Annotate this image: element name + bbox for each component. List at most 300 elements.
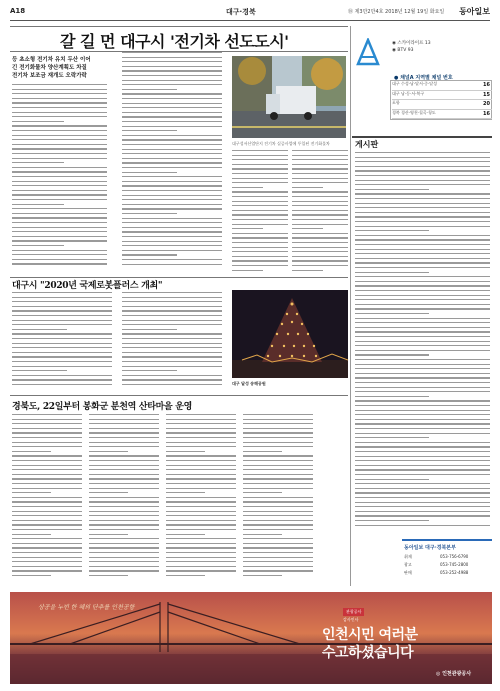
text-line [355, 170, 490, 171]
text-line [166, 432, 236, 433]
text-line [122, 208, 222, 209]
text-line [89, 538, 159, 539]
text-line [166, 460, 236, 461]
text-line [355, 511, 490, 512]
text-line [166, 478, 236, 479]
text-line [166, 566, 236, 567]
text-line [12, 347, 112, 348]
channel-btv: ◉ BTV 93 [392, 48, 414, 53]
text-line [89, 566, 159, 567]
text-line [232, 155, 288, 156]
text-line [166, 547, 236, 548]
text-line [166, 414, 236, 415]
text-line [122, 162, 222, 163]
text-line [89, 547, 159, 548]
text-line [355, 345, 490, 346]
text-line [243, 497, 313, 498]
text-line [243, 478, 313, 479]
text-line [122, 292, 222, 293]
text-line [355, 354, 429, 355]
text-line [89, 524, 159, 525]
text-line [89, 474, 159, 475]
text-line [12, 428, 82, 429]
sub-headline-line: 전기차 보조금 재개도 오락가락 [12, 73, 87, 79]
text-line [12, 432, 82, 433]
text-line [122, 231, 222, 232]
text-line [166, 451, 205, 452]
text-line [166, 534, 205, 535]
text-line [355, 262, 490, 263]
text-line [122, 52, 222, 53]
text-line [243, 538, 313, 539]
ad-badge: 관광공사 [343, 608, 364, 616]
text-line [232, 210, 288, 211]
text-line [355, 433, 490, 434]
text-line [232, 168, 288, 169]
text-line [12, 194, 107, 195]
text-line [292, 224, 348, 225]
text-line [12, 338, 112, 339]
text-line [12, 320, 112, 321]
headline-top-rule [10, 26, 348, 27]
text-line [355, 456, 490, 457]
text-line [355, 377, 490, 378]
text-line [243, 414, 313, 415]
text-line [12, 552, 82, 553]
text-line [232, 265, 288, 266]
text-line [232, 214, 288, 215]
ad-line-2: 수고하셨습니다 [322, 645, 414, 661]
text-line [166, 501, 236, 502]
text-line [355, 152, 490, 153]
channel-row [392, 100, 492, 110]
article2-headline: 대구시 "2020년 국제로봇플러스 개최" [12, 281, 163, 291]
channel-row-number: 20 [483, 101, 490, 107]
text-line [292, 196, 348, 197]
text-line [355, 281, 490, 282]
text-line [12, 158, 107, 159]
text-line [12, 135, 107, 136]
text-line [166, 529, 236, 530]
text-line [355, 249, 490, 250]
text-line [122, 121, 222, 122]
column-divider [350, 26, 351, 586]
text-line [292, 164, 348, 165]
text-line [122, 213, 177, 214]
text-line [292, 237, 348, 238]
text-line [355, 474, 490, 475]
text-line [355, 304, 490, 305]
text-line [355, 295, 490, 296]
text-line [243, 557, 313, 558]
text-line [166, 570, 236, 571]
sub-headline [12, 56, 108, 80]
text-line [355, 465, 490, 466]
text-line [122, 84, 222, 85]
text-line [89, 446, 159, 447]
text-line [355, 318, 490, 319]
text-line [355, 203, 490, 204]
text-line [12, 107, 107, 108]
text-line [243, 561, 313, 562]
text-line [122, 130, 177, 131]
text-line [355, 198, 490, 199]
text-line [243, 520, 313, 521]
text-line [12, 199, 107, 200]
text-line [355, 359, 490, 360]
text-line [232, 164, 288, 165]
text-line [166, 515, 236, 516]
text-line [232, 242, 288, 243]
text-line [243, 552, 313, 553]
text-line [243, 437, 313, 438]
newspaper-brand: 동아일보 [459, 6, 490, 16]
text-line [12, 474, 82, 475]
text-line [89, 534, 128, 535]
text-line [232, 159, 288, 160]
text-line [89, 511, 159, 512]
text-line [122, 167, 222, 168]
text-line [292, 173, 348, 174]
text-line [166, 428, 236, 429]
text-line [355, 350, 490, 351]
text-line [89, 428, 159, 429]
text-line [12, 190, 107, 191]
text-line [12, 130, 107, 131]
text-line [12, 89, 107, 90]
text-line [166, 492, 205, 493]
channel-row [392, 91, 492, 101]
text-line [243, 451, 282, 452]
text-line [12, 497, 82, 498]
text-line [292, 214, 348, 215]
text-line [122, 366, 222, 367]
text-line [12, 557, 82, 558]
text-line [12, 245, 64, 246]
channel-row-label: 대구 수성·남·달서·중·달성 [392, 81, 437, 86]
text-line [243, 460, 313, 461]
text-line [12, 356, 112, 357]
text-line [122, 116, 222, 117]
text-line [89, 557, 159, 558]
text-line [12, 121, 64, 122]
text-line [292, 201, 348, 202]
text-line [232, 228, 263, 229]
text-line [12, 167, 107, 168]
channel-table-title: ● 채널A 지역별 채널 번호 [394, 75, 453, 81]
text-line [355, 525, 490, 526]
text-line [12, 437, 82, 438]
text-line [12, 469, 82, 470]
text-line [243, 534, 282, 535]
text-line [12, 478, 82, 479]
text-line [166, 575, 205, 576]
text-line [355, 308, 490, 309]
text-line [232, 256, 288, 257]
channel-a-logo [356, 38, 380, 68]
text-line [166, 419, 236, 420]
text-line [122, 356, 222, 357]
text-line [292, 251, 348, 252]
text-line [355, 492, 490, 493]
text-line [355, 488, 490, 489]
text-line [12, 153, 107, 154]
text-line [12, 301, 112, 302]
text-line [243, 529, 313, 530]
text-line [12, 419, 82, 420]
text-line [355, 258, 490, 259]
text-line [12, 139, 107, 140]
text-line [166, 446, 236, 447]
text-line [89, 465, 159, 466]
text-line [355, 368, 490, 369]
text-line [292, 205, 348, 206]
text-line [122, 236, 222, 237]
text-line [122, 139, 222, 140]
text-line [355, 285, 490, 286]
text-line [122, 190, 222, 191]
text-line [12, 561, 82, 562]
text-line [355, 212, 490, 213]
text-line [243, 432, 313, 433]
text-line [122, 126, 222, 127]
text-line [122, 250, 222, 251]
text-line [355, 419, 490, 420]
text-line [243, 488, 313, 489]
text-line [355, 506, 490, 507]
text-line [355, 442, 490, 443]
channel-row-label: 경북 경산·영천·칠곡·청도 [392, 109, 436, 115]
text-line [89, 501, 159, 502]
text-line [122, 195, 222, 196]
text-line [122, 259, 222, 260]
text-line [12, 575, 51, 576]
text-line [355, 331, 490, 332]
text-line [122, 80, 222, 81]
text-line [166, 520, 236, 521]
text-line [355, 469, 490, 470]
text-line [12, 181, 107, 182]
text-line [12, 315, 112, 316]
text-line [89, 497, 159, 498]
text-line [12, 333, 112, 334]
text-line [232, 182, 288, 183]
text-line [122, 245, 222, 246]
text-line [232, 205, 288, 206]
text-line [12, 144, 107, 145]
text-line [243, 474, 313, 475]
text-line [355, 207, 490, 208]
text-line [355, 239, 490, 240]
incheon-tourism-ad [10, 592, 492, 684]
text-line [355, 161, 490, 162]
text-line [355, 373, 490, 374]
photo-caption-2-title: 대구 달성 송해공원 [232, 381, 266, 386]
contact-key: 광고 [404, 562, 412, 567]
text-line [166, 557, 236, 558]
text-line [12, 511, 82, 512]
text-line [122, 135, 222, 136]
text-line [166, 474, 236, 475]
text-line [166, 442, 236, 443]
text-line [89, 515, 159, 516]
text-line [122, 320, 222, 321]
text-line [12, 329, 67, 330]
text-line [232, 219, 288, 220]
text-line [292, 182, 348, 183]
ad-logo: ◎ 인천관광공사 [436, 671, 472, 677]
text-line [89, 575, 128, 576]
text-line [89, 552, 159, 553]
text-line [292, 187, 323, 188]
text-line [232, 191, 288, 192]
electric-truck-photo [232, 56, 346, 138]
text-line [355, 221, 490, 222]
text-line [166, 524, 236, 525]
text-line [122, 333, 222, 334]
text-line [12, 343, 112, 344]
text-line [355, 235, 490, 236]
text-line [12, 370, 67, 371]
text-line [243, 501, 313, 502]
channel-row-number: 16 [483, 110, 490, 117]
text-line [292, 233, 348, 234]
article-divider [10, 395, 348, 396]
sub-headline-line: 긴 전기화물차 양산계획도 차질 [12, 65, 87, 71]
text-line [12, 324, 112, 325]
text-line [355, 451, 490, 452]
text-line [122, 329, 177, 330]
contact-value: 053-252-4988 [440, 570, 469, 575]
text-line [122, 181, 222, 182]
text-line [12, 529, 82, 530]
text-line [89, 483, 159, 484]
text-line [12, 375, 112, 376]
text-line [12, 98, 107, 99]
text-line [12, 524, 82, 525]
photo-caption-2 [232, 381, 348, 386]
text-line [243, 428, 313, 429]
text-line [122, 103, 222, 104]
text-line [12, 93, 107, 94]
text-line [355, 387, 490, 388]
text-line [12, 366, 112, 367]
text-line [89, 529, 159, 530]
contact-title: 동아일보 대구·경북본부 [404, 545, 456, 551]
text-line [355, 157, 490, 158]
text-line [89, 543, 159, 544]
text-line [12, 543, 82, 544]
text-line [355, 267, 490, 268]
text-line [12, 460, 82, 461]
article3-headline: 경북도, 22일부터 봉화군 분천역 산타마을 운영 [12, 402, 193, 412]
text-line [122, 185, 222, 186]
text-line [89, 455, 159, 456]
text-line [243, 423, 313, 424]
text-line [355, 166, 490, 167]
text-line [292, 155, 348, 156]
text-line [232, 247, 288, 248]
text-line [122, 306, 222, 307]
text-line [166, 506, 236, 507]
text-line [122, 158, 222, 159]
text-line [232, 187, 263, 188]
channel-row-label: 대구 남·동·서·북구 [392, 90, 425, 96]
text-line [355, 483, 490, 484]
text-line [232, 196, 288, 197]
contact-box [402, 539, 492, 579]
text-line [12, 102, 107, 103]
text-line [166, 455, 236, 456]
text-line [355, 272, 429, 273]
text-line [122, 89, 177, 90]
text-line [122, 254, 177, 255]
text-line [89, 451, 128, 452]
text-line [12, 446, 82, 447]
text-line [355, 341, 490, 342]
text-line [12, 414, 82, 415]
text-line [122, 112, 222, 113]
text-line [122, 324, 222, 325]
text-line [122, 107, 222, 108]
text-line [355, 428, 490, 429]
text-line [12, 488, 82, 489]
text-line [12, 171, 107, 172]
text-line [12, 259, 107, 260]
text-line [292, 260, 348, 261]
text-line [122, 264, 222, 265]
text-line [12, 384, 112, 385]
night-tree-photo [232, 290, 348, 378]
ad-small-text: 상공을 누빈 한 해의 단추를 인천공항 [38, 604, 135, 611]
text-line [232, 173, 288, 174]
text-line [122, 153, 222, 154]
text-line [355, 497, 490, 498]
text-line [122, 315, 222, 316]
text-line [355, 405, 490, 406]
text-line [122, 375, 222, 376]
text-line [292, 265, 348, 266]
text-line [89, 460, 159, 461]
text-line [355, 446, 490, 447]
text-line [12, 148, 107, 149]
text-line [122, 384, 222, 385]
text-line [89, 492, 128, 493]
text-line [12, 506, 82, 507]
issue-date: ⑱ 제3만2만4호 2018년 12월 19일 화요일 [348, 9, 445, 15]
page-header [10, 5, 490, 21]
text-line [166, 469, 236, 470]
text-line [122, 144, 222, 145]
text-line [166, 552, 236, 553]
text-line [292, 247, 348, 248]
text-line [243, 547, 313, 548]
text-line [12, 538, 82, 539]
text-line [355, 396, 429, 397]
text-line [12, 534, 51, 535]
text-line [243, 575, 282, 576]
text-line [355, 290, 490, 291]
text-line [355, 414, 490, 415]
text-line [355, 520, 429, 521]
text-line [122, 379, 222, 380]
text-line [89, 488, 159, 489]
text-line [243, 566, 313, 567]
text-line [122, 70, 222, 71]
text-line [12, 263, 107, 264]
text-line [243, 442, 313, 443]
channel-skylife: ◉ 스카이라이프 13 [392, 41, 431, 46]
